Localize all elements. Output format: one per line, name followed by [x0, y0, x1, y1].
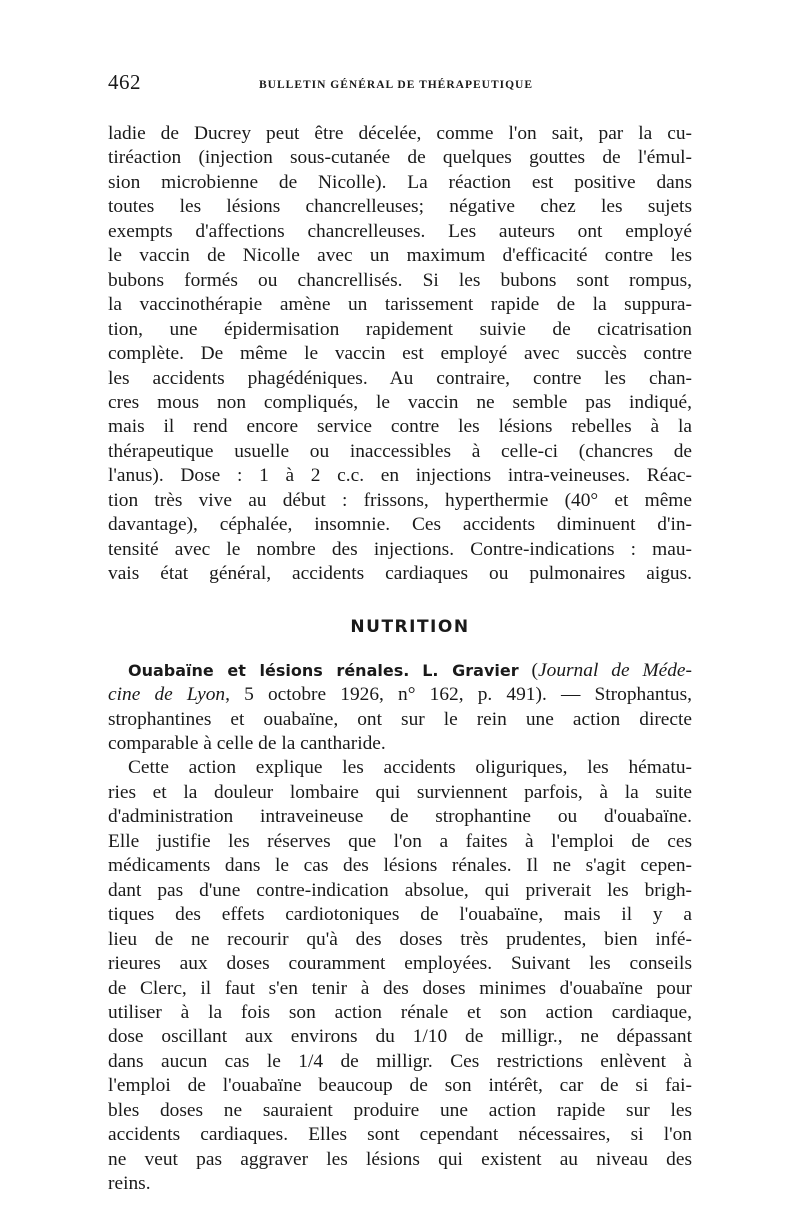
text-line: dose oscillant aux environs du 1/10 de milligr., ne dépassant [108, 1026, 692, 1048]
text-line: ne veut pas aggraver les lésions qui existent au niveau des [108, 1148, 692, 1170]
citation-details: , 5 octobre 1926, n° 162, p. 491). — Strophantus, [225, 684, 692, 706]
text-line: mais il rend encore service contre les lésions rebelles à la [108, 416, 692, 438]
text-line: les accidents phagédéniques. Au contraire, contre les chan- [108, 367, 692, 389]
paragraph-ouabaine [108, 756, 692, 1196]
text-line: rieures aux doses couramment employées. Suivant les conseils [108, 953, 692, 975]
text-line: dans aucun cas le 1/4 de milligr. Ces restrictions enlèvent à [108, 1050, 692, 1072]
text-line: l'anus). Dose : 1 à 2 c.c. en injections intra-veineuses. Réac- [108, 465, 692, 487]
text-line: utiliser à la fois son action rénale et son action cardiaque, [108, 1001, 692, 1023]
document-page [108, 70, 692, 1197]
text-line: tiques des effets cardiotoniques de l'ouabaïne, mais il y a [108, 904, 692, 926]
text-line: dant pas d'une contre-indication absolue, qui priverait les brigh- [108, 879, 692, 901]
text-line: thérapeutique usuelle ou inaccessibles à celle-ci (chancres de [108, 440, 692, 462]
text-line: tiréaction (injection sous-cutanée de quelques gouttes de l'émul- [108, 147, 692, 169]
text-line: la vaccinothérapie amène un tarissement rapide de la suppura- [108, 294, 692, 316]
text-line: lieu de ne recourir qu'à des doses très prudentes, bien infé- [108, 928, 692, 950]
article-abstract [108, 659, 692, 757]
text-line: sion microbienne de Nicolle). La réaction est positive dans [108, 171, 692, 193]
text-line: accidents cardiaques. Elles sont cependant nécessaires, si l'on [108, 1124, 692, 1146]
text-line: exempts d'affections chancrelleuses. Les auteurs ont employé [108, 220, 692, 242]
journal-name-cont: cine de Lyon [108, 684, 226, 706]
article-title: Ouabaïne et lésions rénales. [128, 660, 410, 680]
text-line: comparable à celle de la cantharide. [108, 732, 386, 754]
text-line [108, 683, 692, 707]
article-author: L. Gravier [422, 660, 519, 680]
text-line: ladie de Ducrey peut être décelée, comme l'on sait, par la cu- [108, 123, 692, 144]
text-line: vais état général, accidents cardiaques ou pulmonaires aigus. [108, 563, 692, 585]
text-line: cres mous non compliqués, le vaccin ne semble pas indiqué, [108, 391, 692, 413]
text-line: bubons formés ou chancrellisés. Si les bubons sont rompus, [108, 269, 692, 291]
text-line: tion, une épidermisation rapidement suivie de cicatrisation [108, 318, 692, 340]
page-number: 462 [108, 70, 141, 94]
text-line: l'emploi de l'ouabaïne beaucoup de son intérêt, car de si fai- [108, 1075, 692, 1097]
text-line: davantage), céphalée, insomnie. Ces accidents diminuent d'in- [108, 514, 692, 536]
text-line: complète. De même le vaccin est employé avec succès contre [108, 343, 692, 365]
text-line: toutes les lésions chancrelleuses; négative chez les sujets [108, 196, 692, 218]
text-line: bles doses ne sauraient produire une action rapide sur les [108, 1099, 692, 1121]
paragraph-vaccine [108, 122, 692, 587]
text-line: médicaments dans le cas des lésions rénales. Il ne s'agit cepen- [108, 855, 692, 877]
text-line: Cette action explique les accidents oliguriques, les hématu- [128, 757, 692, 779]
running-title: BULLETIN GÉNÉRAL DE THÉRAPEUTIQUE [259, 79, 534, 91]
text-line: tensité avec le nombre des injections. Contre-indications : mau- [108, 538, 692, 560]
text-line: tion très vive au début : frissons, hyperthermie (40° et même [108, 489, 692, 511]
section-heading: NUTRITION [350, 616, 470, 637]
article-title-line [108, 659, 692, 683]
journal-name: Journal de Méde- [538, 659, 692, 681]
citation-paren: ( [531, 659, 539, 681]
text-line: ries et la douleur lombaire qui surviennent parfois, à la suite [108, 781, 692, 803]
text-line: de Clerc, il faut s'en tenir à des doses minimes d'ouabaïne pour [108, 977, 692, 999]
text-line: d'administration intraveineuse de strophantine ou d'ouabaïne. [108, 806, 692, 828]
text-line: Elle justifie les réserves que l'on a faites à l'emploi de ces [108, 830, 692, 852]
text-line: strophantines et ouabaïne, ont sur le rein une action directe [108, 708, 692, 730]
running-head [108, 70, 692, 100]
text-line: le vaccin de Nicolle avec un maximum d'efficacité contre les [108, 245, 692, 267]
text-line: reins. [108, 1173, 151, 1195]
